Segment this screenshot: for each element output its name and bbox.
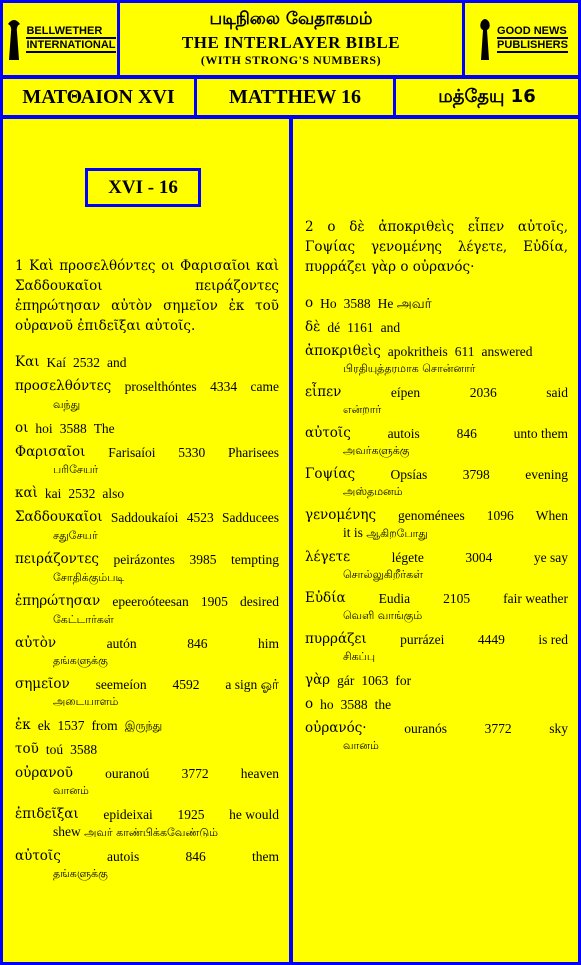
transliteration: kai — [44, 486, 62, 501]
strongs-number: 846 — [187, 636, 208, 651]
good-news-torch-icon — [475, 16, 495, 62]
english-gloss: for — [395, 673, 412, 688]
word-line — [305, 343, 568, 360]
greek-word: Εὐδία — [305, 590, 346, 606]
transliteration: seemeíon — [95, 677, 147, 692]
strongs-number: 846 — [456, 426, 477, 441]
left-word-list — [15, 354, 279, 882]
strongs-number: 2532 — [68, 486, 96, 501]
tamil-gloss: அடையாளம் — [53, 695, 119, 708]
english-gloss: also — [102, 486, 125, 501]
english-gloss: said — [546, 385, 568, 400]
greek-word: σημεῖον — [15, 676, 70, 692]
word-line — [305, 720, 568, 737]
word-line — [305, 696, 568, 713]
english-gloss: ye say — [533, 550, 568, 565]
greek-word: ο — [305, 696, 314, 712]
english-gloss: Sadducees — [222, 510, 279, 525]
strongs-number: 846 — [185, 849, 206, 864]
english-gloss: unto them — [513, 426, 568, 441]
word-entry — [305, 425, 568, 459]
bible-title: THE INTERLAYER BIBLE — [181, 33, 401, 52]
strongs-number: 5330 — [178, 445, 206, 460]
greek-word: γὰρ — [305, 672, 331, 688]
right-word-list — [305, 295, 568, 754]
tamil-gloss: பிரதியுத்தரமாக சொன்னார் — [343, 362, 476, 375]
verse-2-greek: 2 ο δὲ ἀποκριθεὶς εἶπεν αὐτοῖς, Γοψίας γενομένης λέγετε, Εὐδία, πυρράζει γὰρ ο οὐρανός· — [305, 219, 568, 275]
word-entry — [15, 444, 279, 478]
english-gloss: He அவர் — [377, 296, 432, 311]
gloss-line — [15, 610, 279, 628]
english-gloss: desired — [239, 594, 279, 609]
transliteration: purrázei — [400, 632, 445, 647]
word-entry — [305, 631, 568, 665]
strongs-number: 1096 — [486, 508, 514, 523]
chapter-label: XVI - 16 — [85, 168, 201, 207]
greek-word: αὐτοῖς — [305, 425, 351, 441]
gloss-line — [15, 526, 279, 544]
word-line — [305, 319, 568, 336]
tamil-gloss: தங்களுக்கு — [53, 867, 108, 880]
word-line — [305, 466, 568, 483]
strongs-number: 3004 — [465, 550, 493, 565]
word-line — [15, 676, 279, 693]
english-gloss: evening — [525, 467, 568, 482]
gloss-line — [15, 395, 279, 413]
tamil-gloss: சிகப்பு — [343, 650, 376, 663]
word-line — [15, 635, 279, 652]
word-line — [305, 295, 568, 312]
word-line — [305, 507, 568, 524]
strongs-number: 2105 — [443, 591, 471, 606]
transliteration: peirázontes — [113, 552, 175, 567]
english-gloss: is red — [538, 632, 568, 647]
word-line — [15, 551, 279, 568]
word-line — [15, 717, 279, 734]
word-line — [305, 549, 568, 566]
right-logo-text: GOOD NEWS PUBLISHERS — [497, 25, 568, 51]
strongs-number: 3772 — [484, 721, 512, 736]
word-entry — [305, 672, 568, 689]
word-entry — [15, 741, 279, 758]
greek-word: Φαρισαῖοι — [15, 444, 86, 460]
bible-subtitle: (WITH STRONG'S NUMBERS) — [200, 53, 382, 67]
word-entry — [15, 717, 279, 734]
strongs-number: 3985 — [189, 552, 217, 567]
greek-word: Σαδδουκαῖοι — [15, 509, 103, 525]
word-entry — [15, 551, 279, 586]
word-entry — [305, 343, 568, 377]
tamil-gloss: வந்து — [53, 398, 81, 411]
word-entry — [15, 593, 279, 628]
english-book-label: MATTHEW 16 — [197, 79, 393, 115]
strongs-number: 611 — [454, 344, 475, 359]
greek-word: ἐκ — [15, 717, 31, 733]
word-entry — [15, 420, 279, 437]
word-entry — [15, 509, 279, 544]
verse-1-greek: 1 Καὶ προσελθόντες οι Φαρισαῖοι καὶ Σαδδουκαῖοι πειράζοντες ἐπηρώτησαν αὐτὸν σημεῖον ἐκ τοῦ οὐρανοῦ ἐπιδεῖξαι αὐτοῖς. — [15, 258, 279, 334]
strongs-number: 1905 — [200, 594, 228, 609]
tamil-gloss: அவர்களுக்கு — [343, 444, 410, 457]
english-gloss: a sign ஓர் — [225, 677, 279, 692]
transliteration: hoi — [35, 421, 53, 436]
strongs-number: 4592 — [172, 677, 200, 692]
transliteration: apokritheis — [387, 344, 448, 359]
english-gloss: answered — [481, 344, 533, 359]
english-gloss: came — [250, 379, 279, 394]
tamil-gloss: அஸ்தமனம் — [343, 485, 403, 498]
tamil-gloss: வானம் — [53, 784, 89, 797]
word-line — [15, 806, 279, 823]
greek-word: εἶπεν — [305, 384, 342, 400]
transliteration: Saddoukaíoi — [110, 510, 179, 525]
transliteration: autón — [106, 636, 137, 651]
strongs-number: 3588 — [340, 697, 368, 712]
english-gloss: from — [91, 718, 118, 733]
english-gloss: sky — [549, 721, 568, 736]
transliteration: epeeroóteesan — [112, 594, 189, 609]
tamil-gloss: சொல்லுகிறீர்கள் — [343, 568, 424, 581]
english-gloss: and — [380, 320, 401, 335]
greek-word: αὐτὸν — [15, 635, 57, 651]
tamil-gloss: ஆகிறபோது — [366, 527, 428, 540]
word-line — [15, 485, 279, 502]
tamil-gloss: கேட்டார்கள் — [53, 613, 114, 626]
word-entry — [305, 696, 568, 713]
word-entry — [15, 354, 279, 371]
strongs-number: 4449 — [477, 632, 505, 647]
left-logo-text: BELLWETHER INTERNATIONAL — [26, 25, 116, 51]
english-gloss: them — [251, 849, 279, 864]
strongs-number: 2532 — [73, 355, 100, 370]
bellwether-ram-icon — [4, 16, 24, 62]
transliteration: ouranós — [404, 721, 447, 736]
strongs-number: 4334 — [210, 379, 238, 394]
english-gloss: fair weather — [503, 591, 568, 606]
word-entry — [305, 549, 568, 583]
transliteration: gár — [337, 673, 355, 688]
word-line — [15, 444, 279, 461]
english-gloss: Pharisees — [227, 445, 279, 460]
transliteration: ek — [37, 718, 51, 733]
word-line — [15, 593, 279, 610]
transliteration: autois — [387, 426, 420, 441]
word-entry — [305, 384, 568, 418]
word-entry — [305, 590, 568, 624]
english-gloss-cont: it is — [343, 525, 367, 540]
transliteration: Eudia — [378, 591, 411, 606]
tamil-gloss: தங்களுக்கு — [53, 654, 108, 667]
english-gloss: The — [93, 421, 115, 436]
strongs-number: 3588 — [70, 742, 98, 757]
word-line — [305, 590, 568, 607]
right-column — [293, 119, 578, 962]
greek-word: οὐρανός· — [305, 720, 367, 736]
english-gloss: the — [374, 697, 392, 712]
word-entry — [305, 319, 568, 336]
greek-word: ἀποκριθεὶς — [305, 343, 381, 359]
english-gloss: he would — [229, 807, 279, 822]
transliteration: epideixai — [103, 807, 153, 822]
word-entry — [305, 507, 568, 542]
transliteration: dé — [327, 320, 341, 335]
tamil-gloss: அவர் காண்பிக்கவேண்டும் — [84, 826, 219, 839]
tamil-title: படிநிலை வேதாகமம் — [209, 9, 373, 29]
greek-word: Γοψίας — [305, 466, 356, 482]
tamil-gloss: வானம் — [343, 739, 379, 752]
strongs-number: 2036 — [469, 385, 497, 400]
english-gloss: and — [107, 355, 127, 370]
title-block — [120, 3, 462, 75]
english-gloss-cont: shew — [53, 824, 85, 839]
word-line — [305, 672, 568, 689]
transliteration: toú — [45, 742, 64, 757]
transliteration: Kaí — [46, 355, 66, 370]
tamil-gloss: சதுசேயர் — [53, 529, 98, 542]
tamil-gloss: என்றார் — [343, 403, 382, 416]
greek-book-label: ΜΑΤΘΑΙΟΝ XVI — [3, 79, 194, 115]
transliteration: Ho — [320, 296, 337, 311]
word-line — [15, 509, 279, 526]
word-entry — [305, 295, 568, 312]
word-line — [305, 384, 568, 401]
tamil-gloss: வெளி வாங்கும் — [343, 609, 423, 622]
greek-word: ἐπηρώτησαν — [15, 593, 101, 609]
gloss-line — [15, 823, 279, 841]
tamil-gloss: பரிசேயர் — [53, 463, 99, 476]
greek-word: Και — [15, 354, 40, 370]
word-entry — [15, 676, 279, 710]
word-entry — [15, 806, 279, 841]
strongs-number: 1537 — [57, 718, 85, 733]
greek-word: καὶ — [15, 485, 38, 501]
greek-word: προσελθόντες — [15, 378, 112, 394]
transliteration: proselthóntes — [124, 379, 197, 394]
word-entry — [15, 485, 279, 502]
greek-word: τοῦ — [15, 741, 39, 757]
greek-word: ἐπιδεῖξαι — [15, 806, 79, 822]
transliteration: Farisaíoi — [108, 445, 156, 460]
english-gloss: When — [535, 508, 568, 523]
word-entry — [305, 720, 568, 754]
left-logo — [3, 3, 117, 75]
strongs-number: 3588 — [343, 296, 371, 311]
word-line — [305, 425, 568, 442]
transliteration: genoménees — [398, 508, 465, 523]
greek-word: ο — [305, 295, 314, 311]
word-line — [15, 378, 279, 395]
word-line — [305, 631, 568, 648]
word-line — [15, 420, 279, 437]
strongs-number: 1161 — [347, 320, 374, 335]
transliteration: Opsías — [390, 467, 428, 482]
strongs-number: 1063 — [361, 673, 389, 688]
greek-word: γενομένης — [305, 507, 377, 523]
word-line — [15, 765, 279, 782]
strongs-number: 3798 — [462, 467, 490, 482]
greek-word: οὐρανοῦ — [15, 765, 73, 781]
greek-word: δὲ — [305, 319, 321, 335]
word-entry — [15, 378, 279, 413]
greek-word: αὐτοῖς — [15, 848, 61, 864]
strongs-number: 3588 — [59, 421, 87, 436]
strongs-number: 4523 — [186, 510, 214, 525]
english-gloss: him — [257, 636, 279, 651]
greek-word: λέγετε — [305, 549, 351, 565]
word-line — [15, 741, 279, 758]
transliteration: autois — [107, 849, 140, 864]
greek-word: πυρράζει — [305, 631, 367, 647]
gloss-line — [305, 524, 568, 542]
english-gloss: tempting — [231, 552, 279, 567]
greek-word: οι — [15, 420, 29, 436]
tamil-book-label: மத்தேயு 16 — [396, 79, 578, 115]
word-line — [15, 354, 279, 371]
left-column — [3, 119, 289, 962]
transliteration: ouranoú — [105, 766, 150, 781]
transliteration: légete — [391, 550, 424, 565]
word-entry — [15, 635, 279, 669]
strongs-number: 1925 — [177, 807, 205, 822]
english-gloss: heaven — [240, 766, 279, 781]
tamil-gloss: சோதிக்கும்படி — [53, 571, 125, 584]
tamil-gloss: இருந்து — [124, 719, 163, 732]
gloss-line — [15, 568, 279, 586]
strongs-number: 3772 — [181, 766, 209, 781]
word-entry — [15, 765, 279, 799]
right-logo — [465, 3, 578, 75]
word-line — [15, 848, 279, 865]
word-entry — [305, 466, 568, 500]
transliteration: eípen — [390, 385, 421, 400]
word-entry — [15, 848, 279, 882]
greek-word: πειράζοντες — [15, 551, 99, 567]
transliteration: ho — [320, 697, 334, 712]
